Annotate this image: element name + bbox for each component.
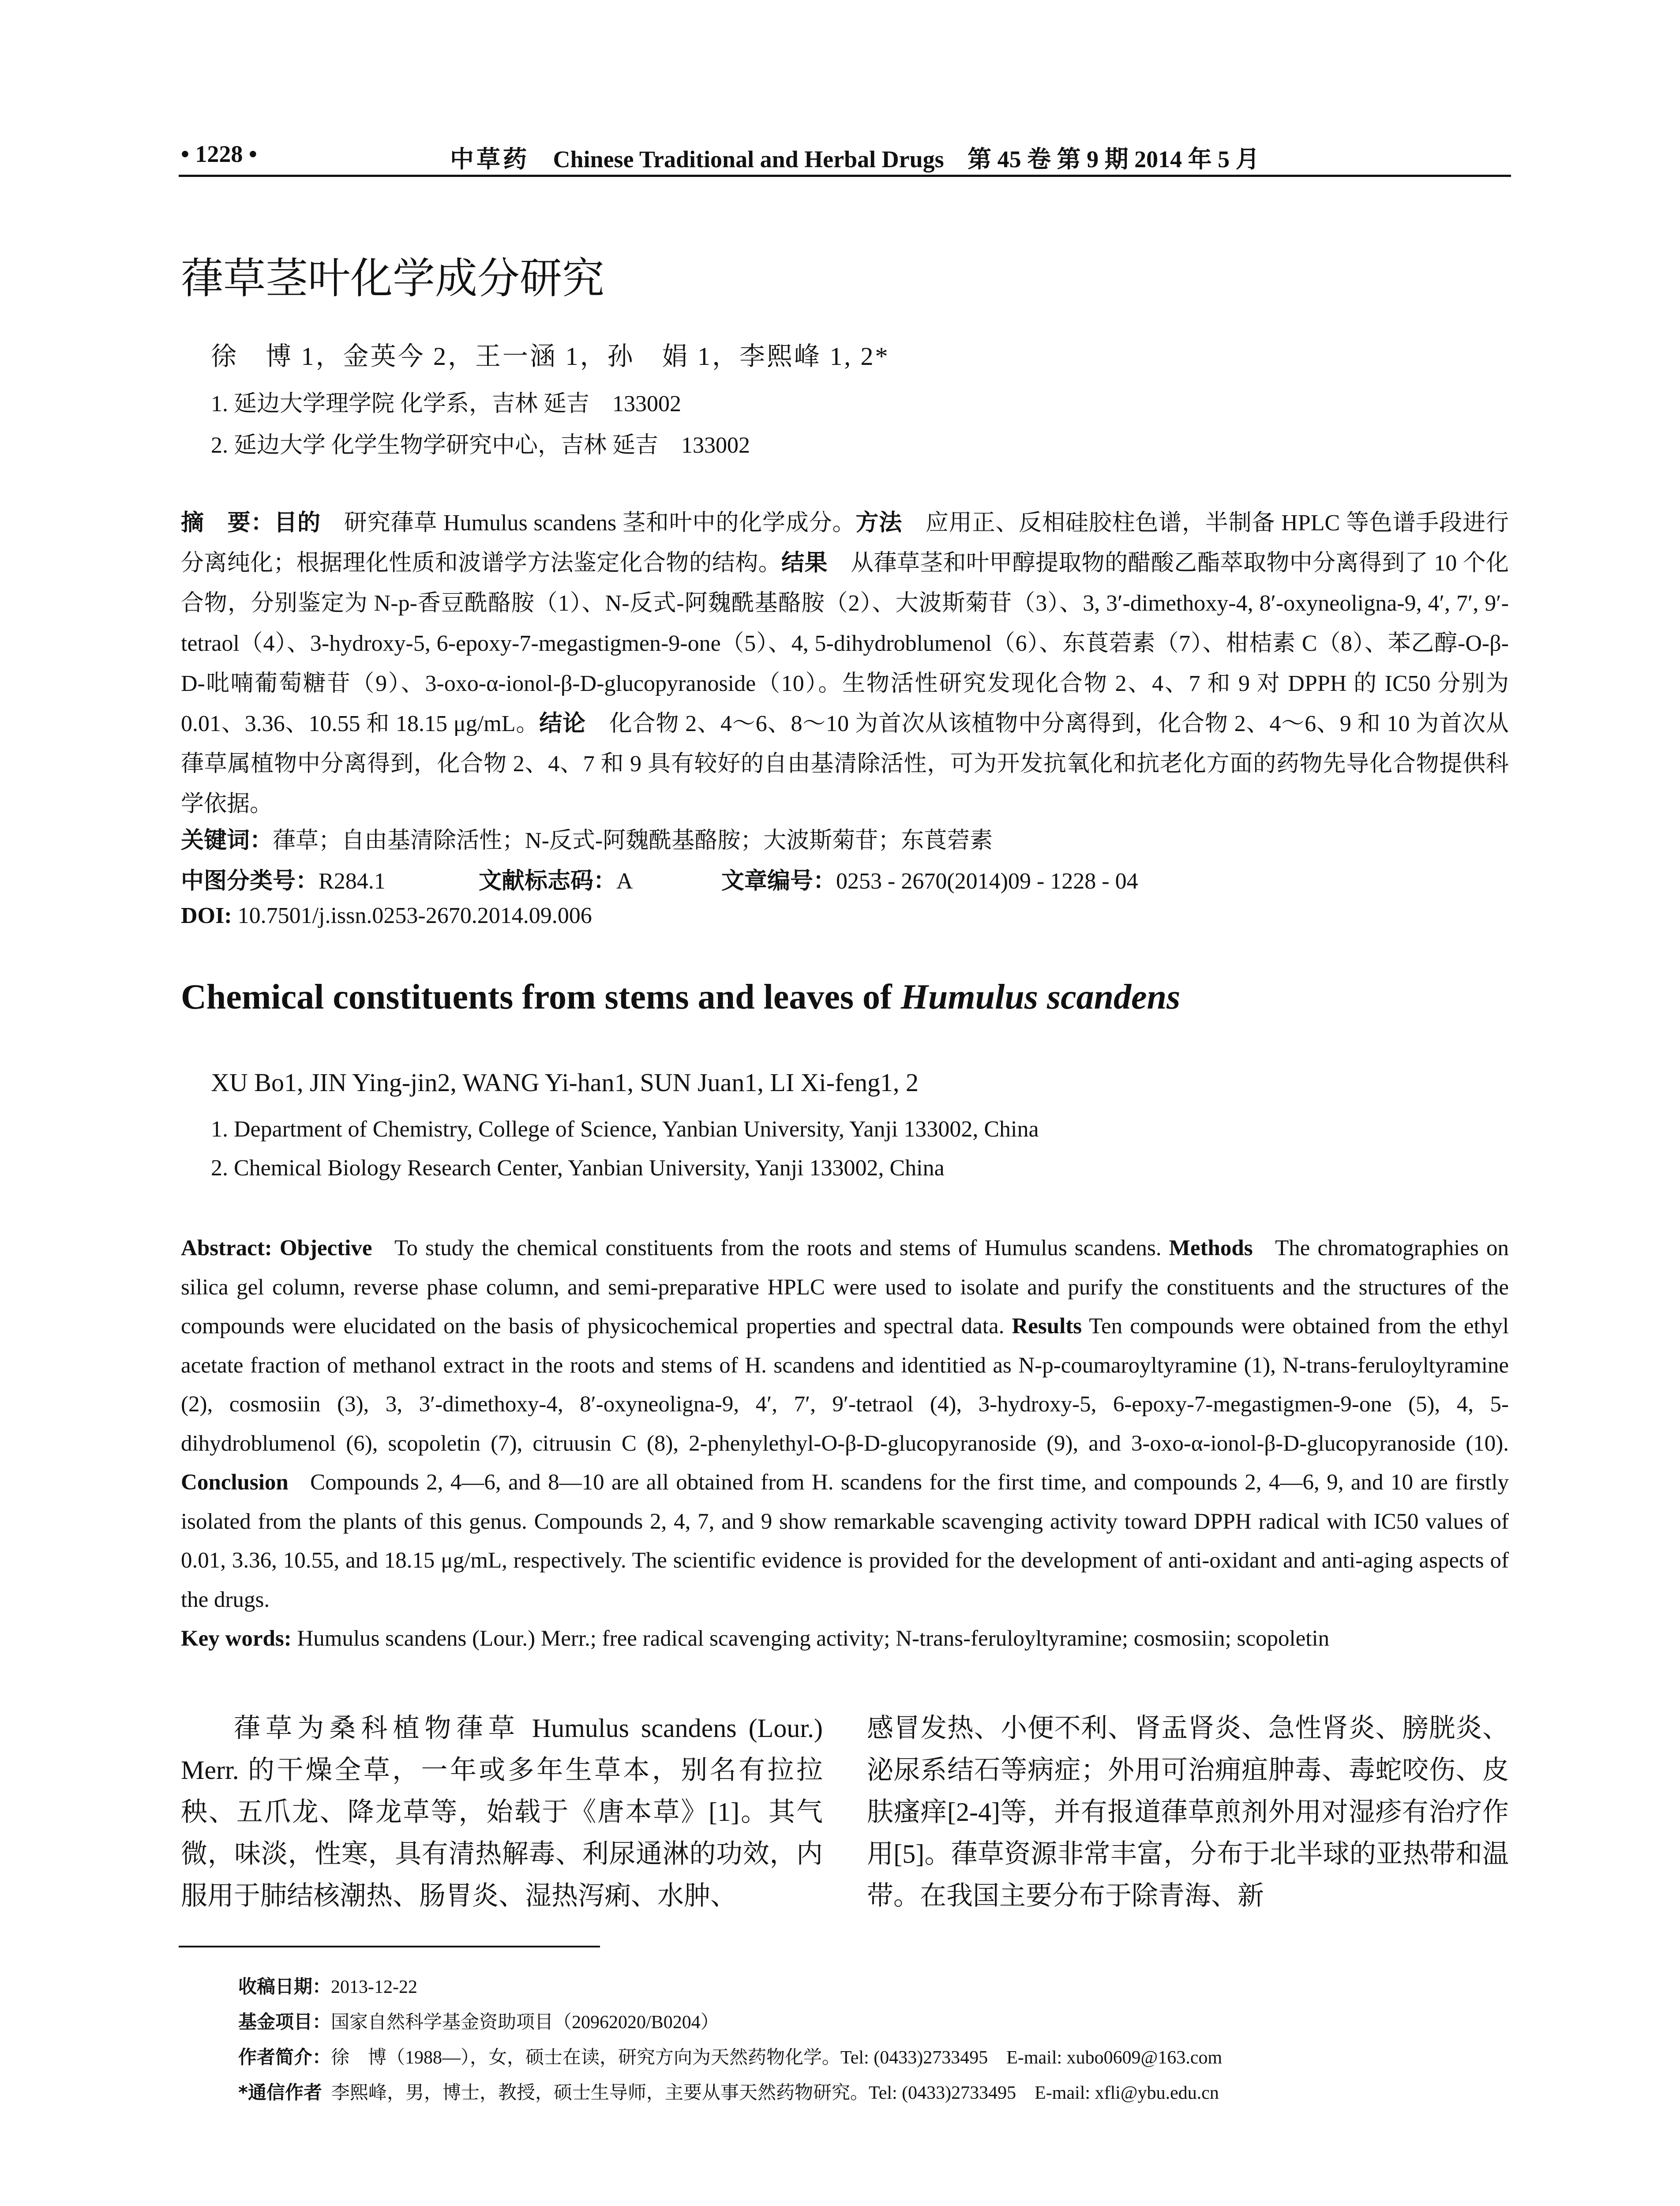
- footnote-rule: [179, 1946, 600, 1947]
- footnote-author: [238, 2043, 1222, 2069]
- journal-brand: 中草药: [450, 146, 529, 173]
- article-number-label: 文章编号：: [721, 868, 836, 894]
- keywords-cn: [181, 822, 993, 855]
- doc-code-value: A: [616, 869, 633, 894]
- abstract-en-conclusion: Compounds 2, 4—6, and 8—10 are all obtained from H. scandens for the first time, and compounds 2, 4—6, 9, and 10 are firstly isolated from the plants of this genus. Compounds 2, 4, 7, and 9 show remarkable scavenging activity toward DPPH radical with IC50 values of 0.01, 3.36, 10.55, and 18.15 μg/mL, respectively. The scientific evidence is provided for the development of anti-oxidant and anti-aging aspects of the drugs.: [181, 1470, 1509, 1612]
- doc-code: [479, 862, 633, 895]
- abstract-en-objective: To study the chemical constituents from the roots and stems of Humulus scandens.: [394, 1236, 1162, 1261]
- clc-value: R284.1: [319, 869, 386, 894]
- footnote-corresponding: [238, 2078, 1219, 2105]
- footnote-author-text: 徐 博（1988—），女，硕士在读，研究方向为天然药物化学。Tel: (0433)2733495 E-mail: xubo0609@163.com: [331, 2048, 1222, 2068]
- affiliation-en-2: 2. Chemical Biology Research Center, Yanbian University, Yanji 133002, China: [211, 1156, 945, 1181]
- footnote-corresponding-text: 李熙峰，男，博士，教授，硕士生导师，主要从事天然药物研究。Tel: (0433)2733495 E-mail: xfli@ybu.edu.cn: [331, 2083, 1219, 2103]
- doi-label: DOI:: [181, 903, 232, 928]
- abstract-en-conclusion-label: Conclusion: [181, 1470, 289, 1495]
- clc-label: 中图分类号：: [181, 868, 319, 894]
- footnote-author-label: 作者简介：: [238, 2046, 331, 2068]
- abstract-en-results-label: Results: [1012, 1314, 1082, 1339]
- abstract-en: [181, 1229, 1509, 1658]
- body-column-right: [867, 1707, 1509, 1917]
- abstract-en-methods: The chromatographies on silica gel column, reverse phase column, and semi-preparative HPLC were used to isolate and purify the constituents and the structures of the compounds were elucidated on the basis of physicochemical properties and spectral data.: [181, 1236, 1509, 1339]
- affiliation-cn-1: 1. 延边大学理学院 化学系，吉林 延吉 133002: [211, 391, 682, 416]
- article-number: [721, 862, 1138, 895]
- title-en-main: Chemical constituents from stems and leaves of: [181, 978, 901, 1017]
- authors-en: XU Bo1, JIN Ying-jin2, WANG Yi-han1, SUN Juan1, LI Xi-feng1, 2: [211, 1068, 919, 1097]
- abstract-cn-objective-label: 目的: [274, 510, 321, 536]
- abstract-en-label: Abstract:: [181, 1236, 272, 1261]
- journal-issue: 第 45 卷 第 9 期 2014 年 5 月: [968, 146, 1260, 173]
- article-number-value: 0253 - 2670(2014)09 - 1228 - 04: [836, 869, 1138, 894]
- footnote-received-text: 2013-12-22: [331, 1977, 417, 1997]
- footnote-fund-text: 国家自然科学基金资助项目（20962020/B0204）: [331, 2012, 719, 2033]
- abstract-cn-methods-label: 方法: [855, 510, 903, 536]
- footnote-received: [238, 1972, 417, 1999]
- keywords-cn-label: 关键词：: [181, 827, 273, 854]
- title-en-species: Humulus scandens: [900, 978, 1181, 1017]
- abstract-cn-results-label: 结果: [781, 550, 828, 576]
- doc-code-label: 文献标志码：: [479, 868, 617, 894]
- keywords-en-label: Key words:: [181, 1626, 292, 1651]
- affiliation-en-1: 1. Department of Chemistry, College of Science, Yanbian University, Yanji 133002, China: [211, 1117, 1039, 1142]
- journal-name: Chinese Traditional and Herbal Drugs: [553, 146, 944, 173]
- running-header: [181, 140, 1509, 180]
- keywords-en: [181, 1619, 1509, 1658]
- footnote-corresponding-label: *通信作者: [238, 2082, 322, 2103]
- doi-line: [181, 903, 592, 929]
- classification-line: [181, 862, 386, 895]
- body-paragraph-right: 感冒发热、小便不利、肾盂肾炎、急性肾炎、膀胱炎、泌尿系结石等病症；外用可治痈疽肿毒、毒蛇咬伤、皮肤瘙痒[2-4]等，并有报道葎草煎剂外用对湿疹有治疗作用[5]。葎草资源非常丰富，分布于北半球的亚热带和温带。在我国主要分布于除青海、新: [867, 1714, 1509, 1910]
- keywords-en-text: Humulus scandens (Lour.) Merr.; free radical scavenging activity; N-trans-feruloyltyramine; cosmosiin; scopoletin: [297, 1626, 1330, 1651]
- abstract-en-methods-label: Methods: [1169, 1236, 1253, 1261]
- abstract-cn-conclusion: 化合物 2、4～6、8～10 为首次从该植物中分离得到，化合物 2、4～6、9 和 10 为首次从葎草属植物中分离得到，化合物 2、4、7 和 9 具有较好的自由基清除活性，可为开发抗氧化和抗老化方面的药物先导化合物提供科学依据。: [181, 711, 1509, 817]
- header-rule: [179, 175, 1511, 177]
- abstract-cn-methods: 应用正、反相硅胶柱色谱，半制备 HPLC 等色谱手段进行分离纯化；根据理化性质和波谱学方法鉴定化合物的结构。: [181, 510, 1509, 576]
- authors-cn: 徐 博 1，金英今 2，王一涵 1，孙 娟 1，李熙峰 1, 2*: [211, 342, 890, 371]
- footnote-fund-label: 基金项目：: [238, 2011, 331, 2033]
- abstract-cn-label: 摘 要：: [181, 510, 274, 536]
- abstract-cn-results: 从葎草茎和叶甲醇提取物的醋酸乙酯萃取物中分离得到了 10 个化合物，分别鉴定为 N-p-香豆酰酪胺（1）、N-反式-阿魏酰基酪胺（2）、大波斯菊苷（3）、3, 3′-dimethoxy-4, 8′-oxyneoligna-9, 4′, 7′, 9′-tetraol（4）、3-hydroxy-5, 6-epoxy-7-megastigmen-9-one（5）、4, 5-dihydroblumenol（6）、东莨菪素（7）、柑桔素 C（8）、苯乙醇-O-β-D-吡喃葡萄糖苷（9）、3-oxo-α-ionol-β-D-glucopyranoside（10）。生物活性研究发现化合物 2、4、7 和 9 对 DPPH 的 IC50 分别为 0.01、3.36、10.55 和 18.15 μg/mL。: [181, 551, 1509, 736]
- title-en: [181, 977, 1180, 1017]
- abstract-cn-conclusion-label: 结论: [539, 710, 586, 737]
- journal-info: [450, 140, 1260, 174]
- page-number: • 1228 •: [181, 141, 257, 167]
- footnote-received-label: 收稿日期：: [238, 1976, 331, 1997]
- abstract-en-objective-label: Objective: [279, 1236, 372, 1261]
- title-cn: 葎草茎叶化学成分研究: [181, 254, 604, 303]
- abstract-cn-objective: 研究葎草 Humulus scandens 茎和叶中的化学成分。: [344, 510, 856, 536]
- keywords-cn-text: 葎草；自由基清除活性；N-反式-阿魏酰基酪胺；大波斯菊苷；东莨菪素: [273, 828, 993, 853]
- abstract-cn: [181, 503, 1509, 824]
- body-column-left: [181, 1707, 823, 1917]
- body-paragraph-left: 葎草为桑科植物葎草 Humulus scandens (Lour.) Merr. 的干燥全草，一年或多年生草本，别名有拉拉秧、五爪龙、降龙草等，始载于《唐本草》[1]。其气微，味淡，性寒，具有清热解毒、利尿通淋的功效，内服用于肺结核潮热、肠胃炎、湿热泻痢、水肿、: [181, 1714, 823, 1910]
- doi-link[interactable]: 10.7501/j.issn.0253-2670.2014.09.006: [237, 903, 592, 928]
- affiliation-cn-2: 2. 延边大学 化学生物学研究中心，吉林 延吉 133002: [211, 433, 750, 458]
- footnote-fund: [238, 2007, 719, 2034]
- abstract-en-results: Ten compounds were obtained from the ethyl acetate fraction of methanol extract in the roots and stems of H. scandens and identitied as N-p-coumaroyltyramine (1), N-trans-feruloyltyramine (2), cosmosiin (3), 3, 3′-dimethoxy-4, 8′-oxyneoligna-9, 4′, 7′, 9′-tetraol (4), 3-hydroxy-5, 6-epoxy-7-megastigmen-9-one (5), 4, 5-dihydroblumenol (6), scopoletin (7), citruusin C (8), 2-phenylethyl-O-β-D-glucopyranoside (9), and 3-oxo-α-ionol-β-D-glucopyranoside (10).: [181, 1314, 1509, 1456]
